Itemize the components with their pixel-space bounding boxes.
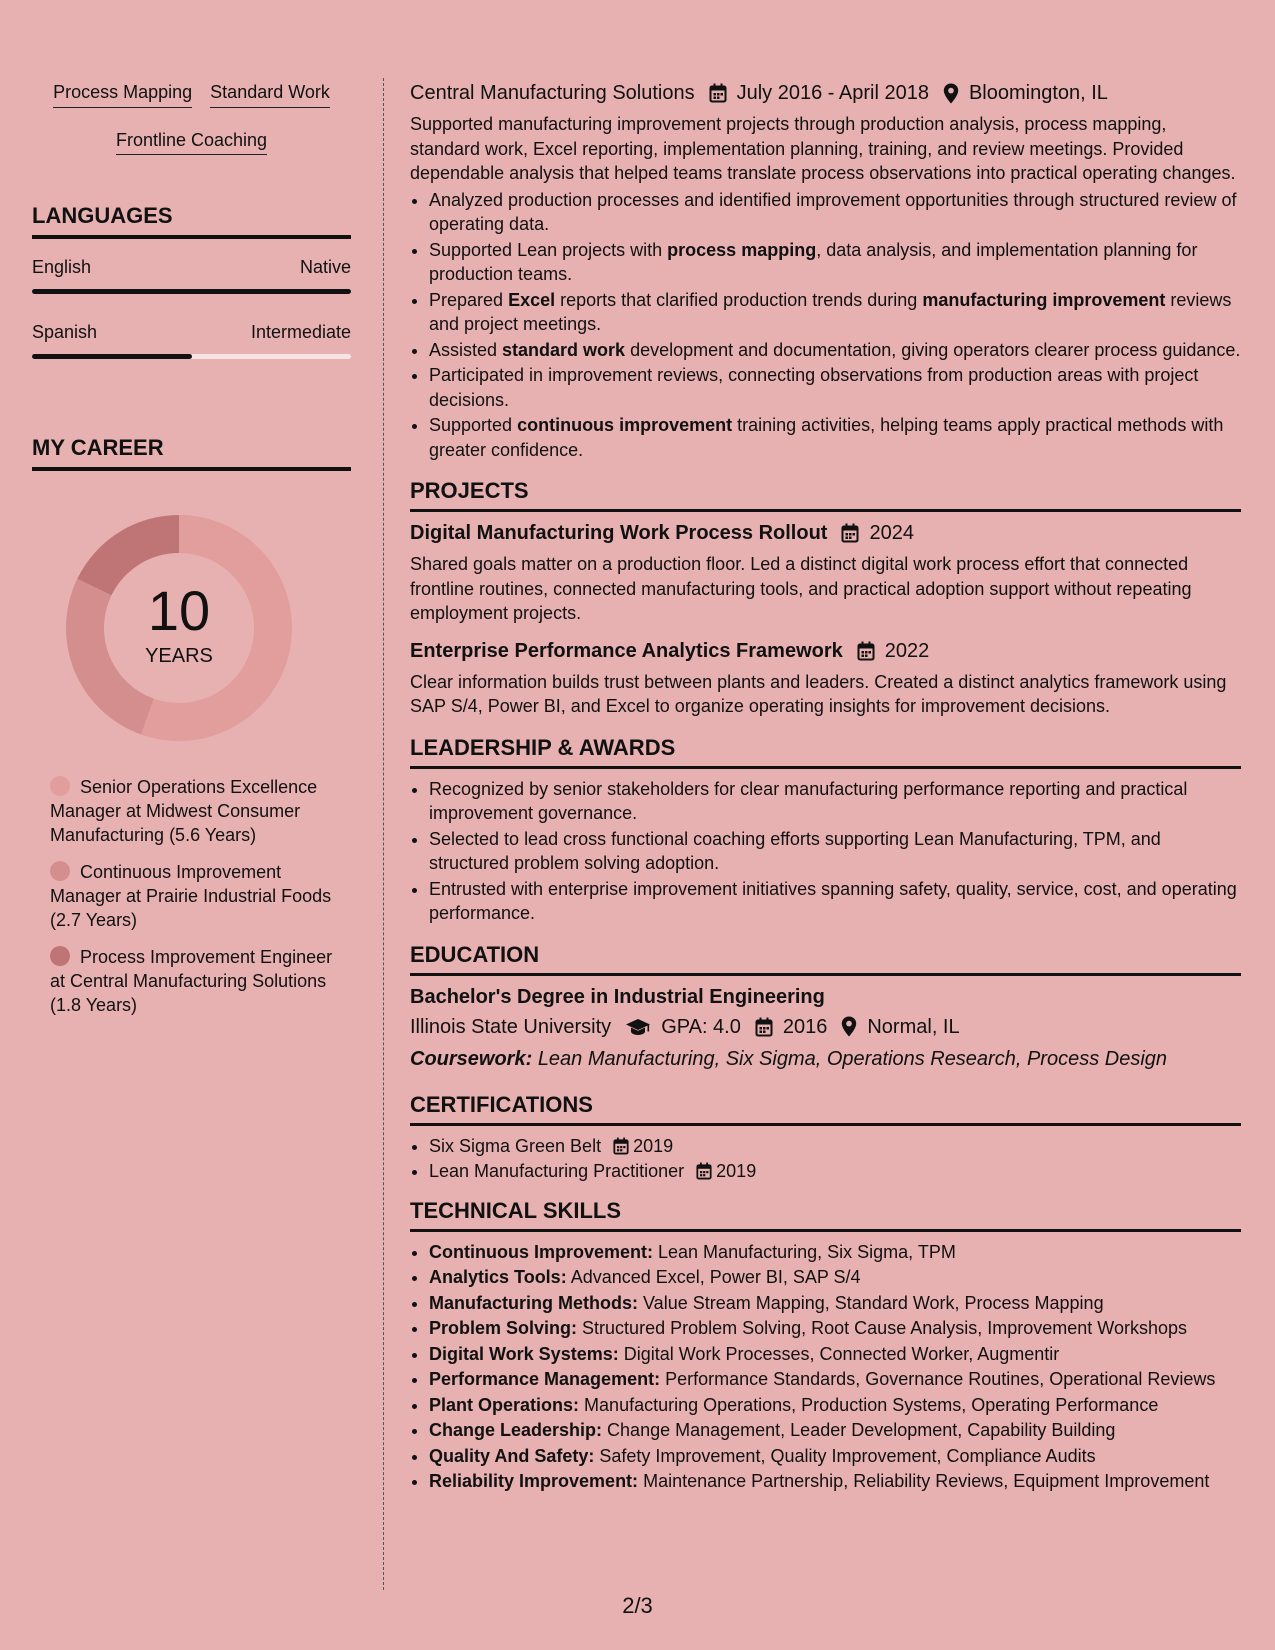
- project-description: Shared goals matter on a production floor. Led a distinct digital work process effort that connected frontline routines, connected manufacturing tools, and practical adoption support without repeating employment projects.: [410, 554, 1192, 623]
- skill-values: Value Stream Mapping, Standard Work, Process Mapping: [643, 1292, 1104, 1313]
- project-name: Enterprise Performance Analytics Framework: [410, 639, 843, 662]
- technical-skill-item: [429, 1393, 1241, 1418]
- right-column: [410, 80, 1241, 1495]
- certification-name: • Six Sigma Green Belt: [429, 1135, 602, 1156]
- legend-dot: [50, 776, 70, 796]
- job-dates: July 2016 - April 2018: [736, 82, 929, 104]
- technical-skills-list: [410, 1240, 1241, 1494]
- technical-skill-item: [429, 1240, 1241, 1265]
- project-year: 2024: [869, 522, 914, 544]
- skill-values: Advanced Excel, Power BI, SAP S/4: [570, 1267, 861, 1287]
- career-legend-item: [50, 945, 340, 1017]
- skill-values: Change Management, Leader Development, Capability Building: [607, 1420, 1116, 1440]
- languages-section: [32, 203, 351, 359]
- job-bullet: • Analyzed production processes and identified improvement opportunities through structured review of operating data.: [429, 188, 1241, 237]
- education-location: Normal, IL: [867, 1015, 960, 1038]
- location-pin-icon: [943, 83, 959, 104]
- education-title: EDUCATION: [410, 942, 1241, 976]
- technical-skill-item: [429, 1291, 1241, 1316]
- certification-year: 2019: [716, 1161, 757, 1181]
- calendar-icon: [709, 83, 727, 103]
- technical-skill-item: [429, 1342, 1241, 1367]
- certification-year: 2019: [633, 1135, 674, 1156]
- project-item: [410, 638, 1241, 719]
- leadership-title: LEADERSHIP & AWARDS: [410, 735, 1241, 769]
- skill-category: Quality And Safety:: [429, 1445, 595, 1466]
- language-bar: [32, 289, 351, 294]
- job-bullet: • Supported Lean projects with process mapping, data analysis, and implementation planning for production teams.: [429, 238, 1241, 287]
- language-bar: [32, 354, 351, 359]
- language-bar-fill: [32, 354, 192, 359]
- legend-dot: [50, 861, 70, 881]
- skill-category: Performance Management:: [429, 1369, 661, 1389]
- page-number: 2/3: [622, 1593, 653, 1618]
- calendar-icon: [857, 641, 875, 661]
- skill-category: Problem Solving:: [429, 1318, 578, 1338]
- skill-category: Analytics Tools:: [429, 1267, 567, 1287]
- leadership-item: • Recognized by senior stakeholders for clear manufacturing performance reporting and practical improvement governance.: [429, 777, 1241, 826]
- column-divider: [383, 78, 384, 1590]
- education-year: 2016: [782, 1015, 828, 1038]
- skill-values: Safety Improvement, Quality Improvement, Compliance Audits: [599, 1445, 1096, 1466]
- leadership-list: [410, 777, 1241, 926]
- coursework-label: Coursework:: [410, 1047, 533, 1070]
- skill-values: Lean Manufacturing, Six Sigma, TPM: [658, 1241, 956, 1262]
- technical-skill-item: [429, 1444, 1241, 1469]
- calendar-icon: [841, 523, 859, 543]
- education-gpa: GPA: 4.0: [661, 1015, 741, 1038]
- project-year: 2022: [884, 639, 930, 662]
- location-pin-icon: [841, 1016, 857, 1037]
- technical-skill-item: [429, 1469, 1241, 1494]
- career-legend-item: [50, 775, 340, 847]
- job-bullets: [410, 188, 1241, 463]
- skill-category: Change Leadership:: [429, 1420, 603, 1440]
- project-name: Digital Manufacturing Work Process Rollout: [410, 522, 828, 544]
- technical-skill-item: [429, 1367, 1241, 1392]
- left-column: [32, 82, 351, 1030]
- job-summary: Supported manufacturing improvement projects through production analysis, process mapping, standard work, Excel reporting, implementation planning, training, and review meetings. Provided dependable analysis that helped teams translate process observations into practical operating changes.: [410, 114, 1236, 183]
- career-role-label: Process Improvement Engineer at Central Manufacturing Solutions (1.8 Years): [50, 947, 333, 1016]
- language-item: [32, 257, 351, 294]
- job-entry: [410, 80, 1241, 462]
- career-role-label: Senior Operations Excellence Manager at Midwest Consumer Manufacturing (5.6 Years): [50, 777, 318, 846]
- technical-skill-item: [429, 1316, 1241, 1341]
- leadership-item: • Selected to lead cross functional coaching efforts supporting Lean Manufacturing, TPM, and structured problem solving adoption.: [429, 827, 1241, 876]
- job-header: [410, 80, 1241, 106]
- project-item: [410, 520, 1241, 626]
- career-donut: [66, 515, 292, 741]
- certification-name: • Lean Manufacturing Practitioner: [429, 1161, 685, 1181]
- career-title: MY CAREER: [32, 435, 351, 471]
- skill-category: Continuous Improvement:: [429, 1241, 653, 1262]
- certification-item: [429, 1134, 1241, 1159]
- job-company: Central Manufacturing Solutions: [410, 82, 695, 104]
- job-bullet: • Prepared Excel reports that clarified production trends during manufacturing improvement reviews and project meetings.: [429, 288, 1241, 337]
- legend-dot: [50, 946, 70, 966]
- language-name: Spanish: [32, 322, 98, 343]
- projects-title: PROJECTS: [410, 478, 1241, 512]
- education-details: [410, 1014, 1241, 1040]
- language-level: Intermediate: [250, 322, 351, 343]
- job-bullet: • Participated in improvement reviews, connecting observations from production areas with project decisions.: [429, 363, 1241, 412]
- skill-category: Digital Work Systems:: [429, 1343, 619, 1364]
- skill-tag: Process Mapping: [53, 82, 192, 108]
- coursework-list: Lean Manufacturing, Six Sigma, Operations Research, Process Design: [537, 1047, 1168, 1070]
- language-bar-fill: [32, 289, 351, 294]
- skill-values: Maintenance Partnership, Reliability Reviews, Equipment Improvement: [643, 1471, 1210, 1491]
- education-school: Illinois State University: [410, 1015, 612, 1038]
- skill-values: Structured Problem Solving, Root Cause Analysis, Improvement Workshops: [582, 1318, 1187, 1338]
- language-name: English: [32, 257, 92, 278]
- skill-tag: Frontline Coaching: [116, 130, 267, 156]
- job-location: Bloomington, IL: [968, 82, 1108, 104]
- calendar-icon: [613, 1137, 629, 1155]
- job-bullet: • Supported continuous improvement training activities, helping teams apply practical methods with greater confidence.: [429, 413, 1241, 462]
- languages-title: LANGUAGES: [32, 203, 351, 239]
- certifications-title: CERTIFICATIONS: [410, 1092, 1241, 1126]
- career-legend-item: [50, 860, 340, 932]
- calendar-icon: [696, 1162, 712, 1180]
- skill-tag: Standard Work: [210, 82, 330, 108]
- technical-skill-item: [429, 1418, 1241, 1443]
- career-legend: [50, 775, 340, 1017]
- skill-values: Digital Work Processes, Connected Worker, Augmentir: [623, 1343, 1060, 1364]
- education-coursework: [410, 1046, 1241, 1072]
- skill-category: Plant Operations:: [429, 1394, 580, 1415]
- project-description: Clear information builds trust between plants and leaders. Created a distinct analytics framework using SAP S/4, Power BI, and Excel to organize operating insights for improvement decisions.: [410, 671, 1227, 716]
- technical-skills-title: TECHNICAL SKILLS: [410, 1198, 1241, 1232]
- skill-values: Performance Standards, Governance Routines, Operational Reviews: [665, 1369, 1216, 1389]
- education-degree: Bachelor's Degree in Industrial Engineering: [410, 985, 825, 1008]
- graduation-cap-icon: [625, 1018, 651, 1036]
- skill-values: Manufacturing Operations, Production Systems, Operating Performance: [584, 1394, 1159, 1415]
- calendar-icon: [755, 1017, 773, 1037]
- skill-category: Reliability Improvement:: [429, 1471, 639, 1491]
- skill-category: Manufacturing Methods:: [429, 1292, 638, 1313]
- language-item: [32, 322, 351, 359]
- career-total-years: 10: [147, 578, 211, 642]
- career-role-label: Continuous Improvement Manager at Prairie Industrial Foods (2.7 Years): [50, 862, 332, 931]
- technical-skill-item: [429, 1265, 1241, 1290]
- leadership-item: • Entrusted with enterprise improvement initiatives spanning safety, quality, service, cost, and operating performance.: [429, 877, 1241, 926]
- skill-tags: [32, 82, 351, 155]
- certifications-list: [410, 1134, 1241, 1184]
- language-level: Native: [299, 257, 351, 278]
- career-total-unit: YEARS: [145, 644, 213, 667]
- career-section: [32, 435, 351, 1017]
- certification-item: [429, 1159, 1241, 1184]
- job-bullet: • Assisted standard work development and documentation, giving operators clearer process guidance.: [429, 338, 1241, 363]
